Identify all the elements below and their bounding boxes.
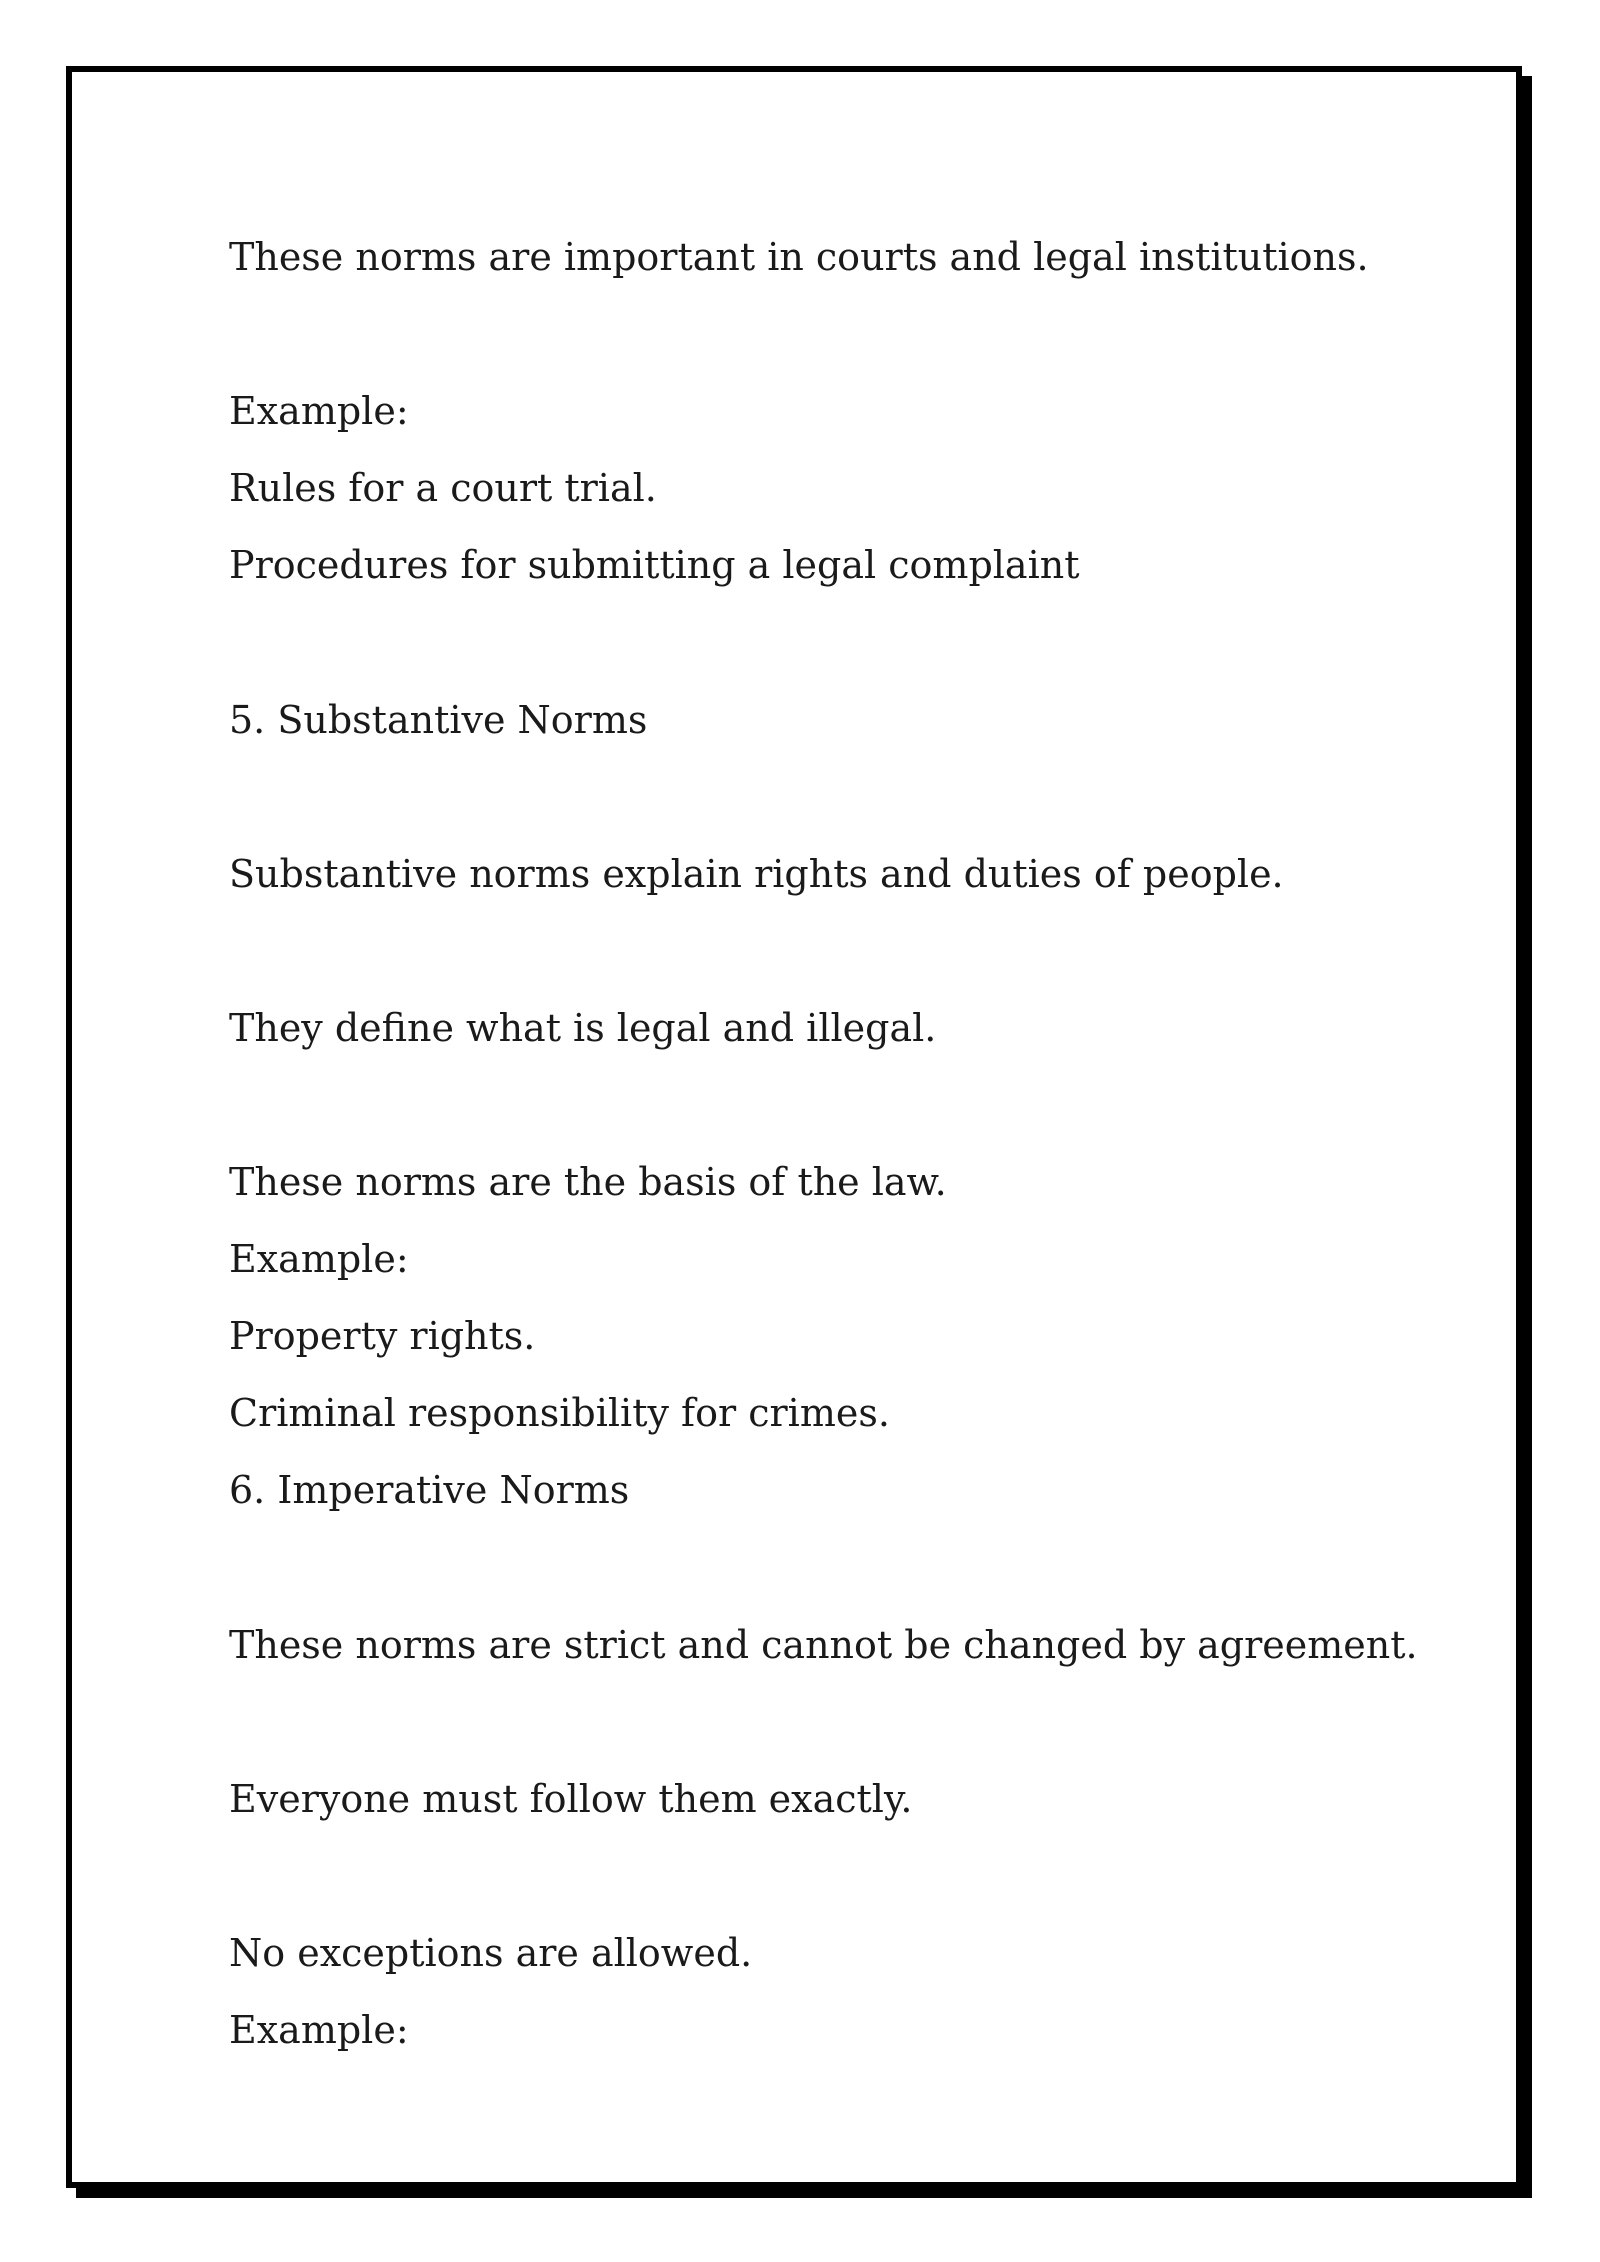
example-label: Example: [229, 1237, 409, 1281]
example-item-court-trial: Rules for a court trial. [229, 466, 657, 510]
example-item-legal-complaint: Procedures for submitting a legal complaint [229, 543, 1080, 587]
page-border [66, 66, 1522, 2188]
paragraph-strict-norms: These norms are strict and cannot be changed by agreement. [229, 1623, 1418, 1667]
paragraph-legal-illegal: They define what is legal and illegal. [229, 1006, 937, 1050]
paragraph-basis-of-law: These norms are the basis of the law. [229, 1160, 947, 1204]
paragraph-rights-duties: Substantive norms explain rights and duties of people. [229, 852, 1284, 896]
section-heading-substantive-norms: 5. Substantive Norms [229, 698, 648, 742]
section-heading-imperative-norms: 6. Imperative Norms [229, 1468, 630, 1512]
paragraph-follow-exactly: Everyone must follow them exactly. [229, 1777, 913, 1821]
example-item-criminal-responsibility: Criminal responsibility for crimes. [229, 1391, 890, 1435]
example-label: Example: [229, 389, 409, 433]
example-label: Example: [229, 2008, 409, 2052]
paragraph-no-exceptions: No exceptions are allowed. [229, 1931, 753, 1975]
paragraph-courts-institutions: These norms are important in courts and legal institutions. [229, 235, 1369, 279]
example-item-property-rights: Property rights. [229, 1314, 536, 1358]
